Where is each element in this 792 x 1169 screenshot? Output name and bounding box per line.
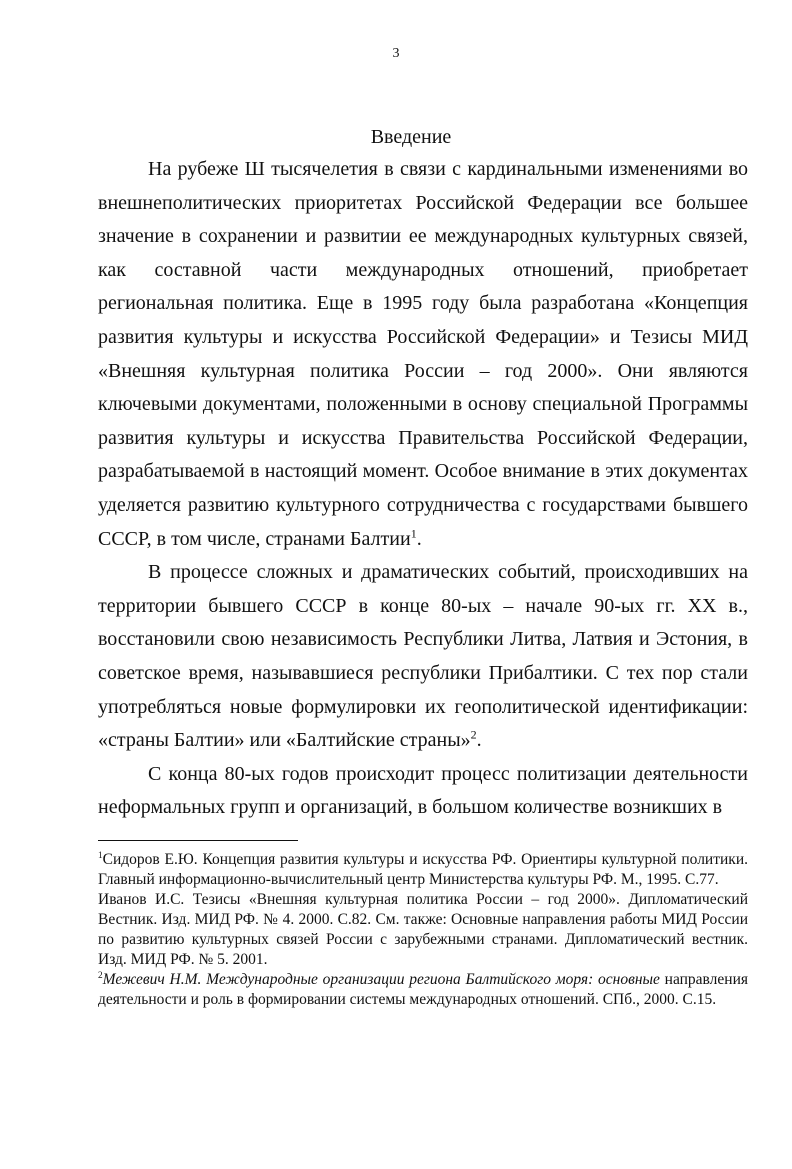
paragraph-1-text: На рубеже Ш тысячелетия в связи с кардинальными изменениями во внешнеполитических приоритетах Российской Федерации все большее значение в сохранении и развитии ее международных культурных связей, как составной части международных отношений, приобретает региональная политика. Еще в 1995 году была разработана «Концепция развития культуры и искусства Российской Федерации» и Тезисы МИД «Внешняя культурная политика России – год 2000». Они являются ключевыми документами, положенными в основу специальной Программы развития культуры и искусства Правительства Российской Федерации, разрабатываемой в настоящий момент. Особое внимание в этих документах уделяется развитию культурного сотрудничества с государствами бывшего СССР, в том числе, странами Балтии bbox=[98, 158, 748, 550]
footnote-2-mark: 2 bbox=[98, 970, 103, 981]
footnote-ref-1: 1 bbox=[410, 525, 417, 540]
footnote-ref-2: 2 bbox=[470, 727, 477, 742]
footnote-1-mark: 1 bbox=[98, 850, 103, 861]
footnotes bbox=[98, 850, 748, 1010]
paragraph-3 bbox=[98, 758, 748, 825]
footnote-1-continued bbox=[98, 890, 748, 970]
paragraph-1-end: . bbox=[416, 527, 422, 550]
page-number: 3 bbox=[392, 46, 400, 61]
footnote-1-text: Сидоров Е.Ю. Концепция развития культуры и искусства РФ. Ориентиры культурной политики. Главный информационно-вычислительный центр Министерства культуры РФ. М., 1995. С.77. bbox=[98, 851, 748, 888]
footnote-1b-text: Иванов И.С. Тезисы «Внешняя культурная политика России – год 2000». Дипломатический Вестник. Изд. МИД РФ. № 4. 2000. С.82. См. также: Основные направления работы МИД России по развитию культурных связей России с зарубежными странами. Дипломатический вестник. Изд. МИД РФ. № 5. 2001. bbox=[98, 891, 748, 968]
paragraph-2-end: . bbox=[476, 729, 482, 752]
paragraph-1 bbox=[98, 153, 748, 556]
footnote-2-italic: Межевич Н.М. Международные организации региона Балтийского моря: основные bbox=[102, 971, 660, 988]
paragraph-2-text: В процессе сложных и драматических событий, происходивших на территории бывшего СССР в конце 80-ых – начале 90-ых гг. XX в., восстановили свою независимость Республики Литва, Латвия и Эстония, в советское время, называвшиеся республики Прибалтики. С тех пор стали употребляться новые формулировки их геополитической идентификации: «страны Балтии» или «Балтийские страны» bbox=[98, 561, 748, 752]
footnote-2-text: направления деятельности и роль в формировании системы международных отношений. СПб., 2000. С.15. bbox=[98, 971, 748, 1008]
section-title: Введение bbox=[370, 126, 452, 148]
footnote-separator bbox=[98, 840, 298, 841]
footnote-2 bbox=[98, 970, 748, 1010]
footnote-1 bbox=[98, 850, 748, 890]
paragraph-2 bbox=[98, 556, 748, 758]
paragraph-3-text: С конца 80-ых годов происходит процесс политизации деятельности неформальных групп и организаций, в большом количестве возникших в bbox=[98, 762, 748, 819]
main-text bbox=[98, 153, 748, 825]
